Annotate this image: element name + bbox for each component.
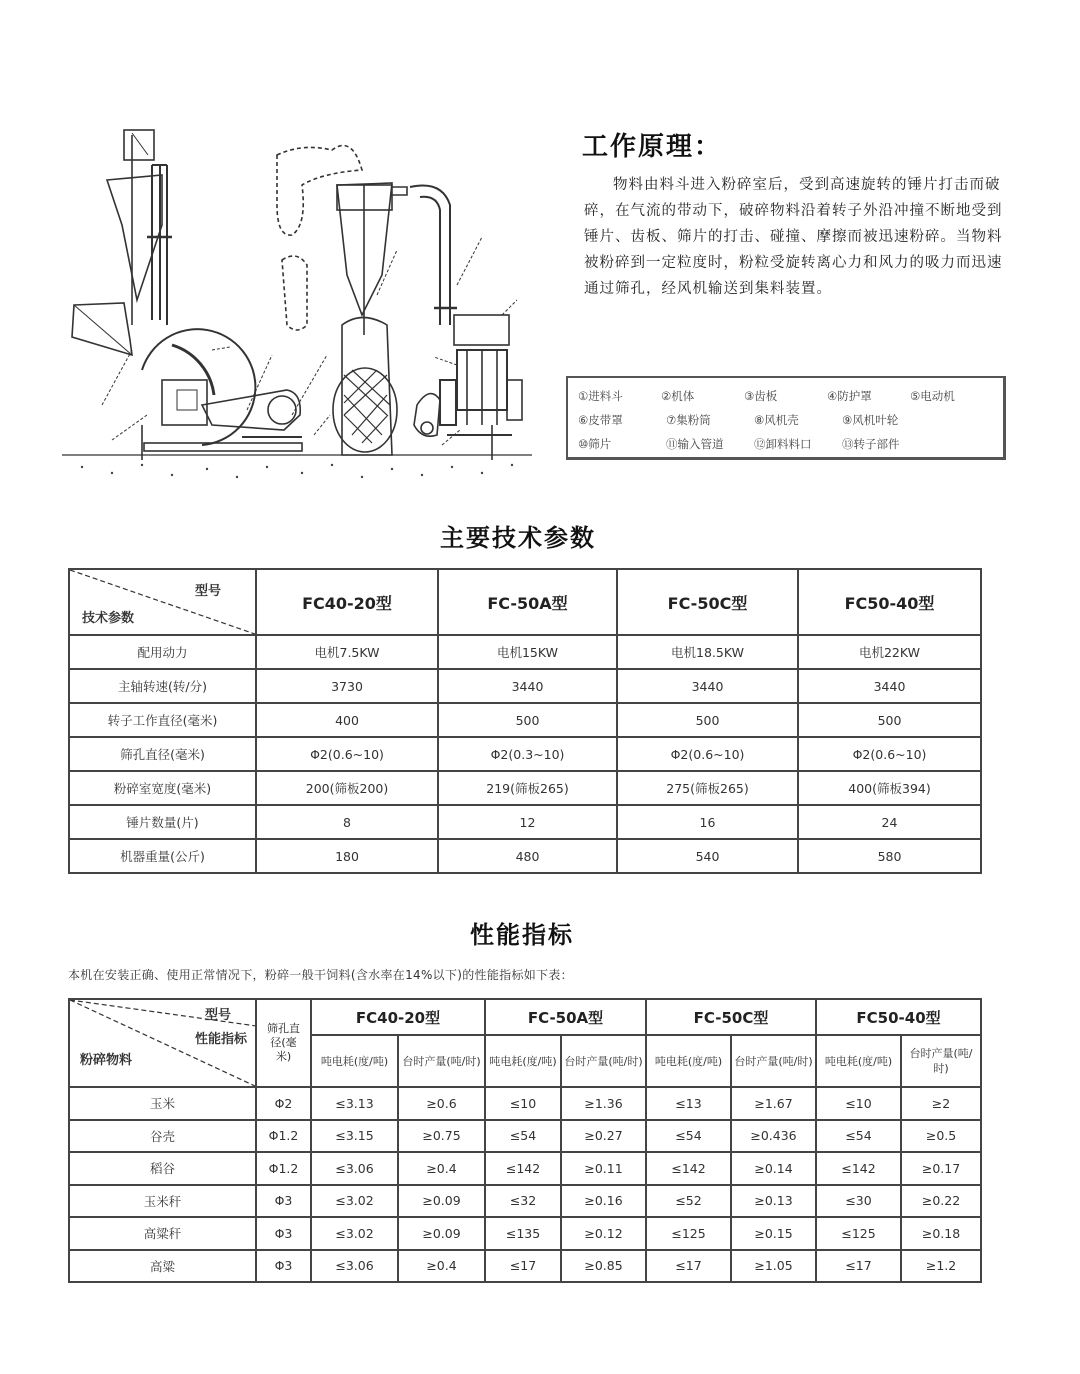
cell: ≤3.06 — [311, 1152, 398, 1185]
cell: 电机22KW — [798, 635, 981, 669]
spec-table — [68, 568, 982, 874]
corner-material-label: 粉碎物料 — [80, 1053, 133, 1068]
cell: ≥0.16 — [561, 1185, 646, 1218]
cell: ≥0.14 — [731, 1152, 816, 1185]
cell: 180 — [256, 839, 438, 873]
table-row — [69, 1185, 981, 1218]
cell: ≤17 — [646, 1250, 731, 1283]
cell: ≥0.6 — [398, 1087, 485, 1120]
param-label: 转子工作直径(毫米) — [69, 703, 256, 737]
model-header: FC50-40型 — [816, 999, 981, 1035]
hole-value: Φ1.2 — [256, 1152, 311, 1185]
table-row — [69, 737, 981, 771]
material-label: 谷壳 — [69, 1120, 256, 1153]
cell: 3730 — [256, 669, 438, 703]
param-label: 筛孔直径(毫米) — [69, 737, 256, 771]
cell: ≥0.09 — [398, 1185, 485, 1218]
cell: ≤3.13 — [311, 1087, 398, 1120]
table-row — [69, 805, 981, 839]
legend-item: ⑫卸料料口 — [754, 437, 812, 451]
sub-header-output: 台时产量(吨/时) — [901, 1035, 981, 1087]
table-row — [69, 1250, 981, 1283]
cell: ≤54 — [485, 1120, 561, 1153]
cell: 24 — [798, 805, 981, 839]
table-row — [69, 1087, 981, 1120]
cell: ≥0.436 — [731, 1120, 816, 1153]
cell: ≥1.05 — [731, 1250, 816, 1283]
cell: Φ2(0.6~10) — [798, 737, 981, 771]
table-row — [69, 839, 981, 873]
cell: 500 — [617, 703, 798, 737]
model-header: FC40-20型 — [256, 569, 438, 635]
model-header: FC-50C型 — [646, 999, 816, 1035]
cell: ≤10 — [485, 1087, 561, 1120]
material-label: 稻谷 — [69, 1152, 256, 1185]
cell: ≤10 — [816, 1087, 901, 1120]
cell: 580 — [798, 839, 981, 873]
sub-header-output: 台时产量(吨/时) — [398, 1035, 485, 1087]
cell: ≤17 — [485, 1250, 561, 1283]
model-header: FC40-20型 — [311, 999, 485, 1035]
cell: ≥1.36 — [561, 1087, 646, 1120]
spec-corner-cell — [69, 569, 256, 635]
cell: ≤17 — [816, 1250, 901, 1283]
cell: 8 — [256, 805, 438, 839]
cell: ≥0.15 — [731, 1217, 816, 1250]
cell: ≥0.11 — [561, 1152, 646, 1185]
param-label: 粉碎室宽度(毫米) — [69, 771, 256, 805]
cell: ≥0.27 — [561, 1120, 646, 1153]
cell: Φ2(0.3~10) — [438, 737, 617, 771]
legend-item: ④防护罩 — [827, 389, 872, 403]
principle-title: 工作原理： — [582, 132, 723, 162]
material-label: 高粱秆 — [69, 1217, 256, 1250]
param-label: 主轴转速(转/分) — [69, 669, 256, 703]
material-label: 玉米 — [69, 1087, 256, 1120]
cell: ≥0.17 — [901, 1152, 981, 1185]
cell: ≤54 — [646, 1120, 731, 1153]
perf-table-title: 性能指标 — [470, 921, 574, 949]
table-row — [69, 635, 981, 669]
legend-row — [578, 432, 993, 456]
hole-diameter-header: 筛孔直径(毫米) — [256, 999, 311, 1087]
cell: 400(筛板394) — [798, 771, 981, 805]
sub-header-output: 台时产量(吨/时) — [561, 1035, 646, 1087]
cell: ≥0.13 — [731, 1185, 816, 1218]
cell: ≥1.2 — [901, 1250, 981, 1283]
cell: ≤3.06 — [311, 1250, 398, 1283]
perf-header-row — [69, 999, 981, 1035]
legend-row — [578, 408, 993, 432]
perf-table-note: 本机在安装正确、使用正常情况下，粉碎一般干饲料(含水率在14%以下)的性能指标如下表： — [68, 968, 573, 982]
cell: ≥0.4 — [398, 1152, 485, 1185]
model-header: FC-50C型 — [617, 569, 798, 635]
legend-item: ⑦集粉筒 — [666, 413, 711, 427]
legend-item: ⑪输入管道 — [666, 437, 724, 451]
cell: ≤3.15 — [311, 1120, 398, 1153]
cell: ≤32 — [485, 1185, 561, 1218]
table-row — [69, 703, 981, 737]
cell: 电机15KW — [438, 635, 617, 669]
cell: Φ2(0.6~10) — [256, 737, 438, 771]
cell: ≤125 — [816, 1217, 901, 1250]
cell: 500 — [438, 703, 617, 737]
legend-item: ⑬转子部件 — [842, 437, 900, 451]
parts-legend — [566, 376, 1006, 460]
cell: 275(筛板265) — [617, 771, 798, 805]
cell: ≥2 — [901, 1087, 981, 1120]
param-label: 配用动力 — [69, 635, 256, 669]
legend-item: ⑧风机壳 — [754, 413, 799, 427]
cell: ≥0.85 — [561, 1250, 646, 1283]
hole-value: Φ3 — [256, 1250, 311, 1283]
cell: ≥1.67 — [731, 1087, 816, 1120]
corner-model-label: 型号 — [204, 1008, 231, 1023]
cell: ≤52 — [646, 1185, 731, 1218]
table-row — [69, 1152, 981, 1185]
cell: 219(筛板265) — [438, 771, 617, 805]
legend-item: ⑨风机叶轮 — [842, 413, 899, 427]
cell: 480 — [438, 839, 617, 873]
table-row — [69, 1120, 981, 1153]
cell: ≤3.02 — [311, 1217, 398, 1250]
cell: 3440 — [617, 669, 798, 703]
principle-paragraph: 物料由料斗进入粉碎室后，受到高速旋转的锤片打击而破碎，在气流的带动下，破碎物料沿着转子外沿冲撞不断地受到锤片、齿板、筛片的打击、碰撞、摩擦而被迅速粉碎。当物料被粉碎到一定粒度时，粉粒受旋转离心力和风力的吸力而迅速通过筛孔，经风机输送到集料装置。 — [584, 177, 1003, 297]
cell: ≥0.12 — [561, 1217, 646, 1250]
hole-value: Φ3 — [256, 1185, 311, 1218]
legend-item: ②机体 — [661, 389, 695, 403]
perf-corner-cell — [69, 999, 256, 1087]
table-row — [69, 669, 981, 703]
hole-value: Φ1.2 — [256, 1120, 311, 1153]
table-row — [69, 1217, 981, 1250]
sub-header-energy: 吨电耗(度/吨) — [816, 1035, 901, 1087]
cell: ≥0.18 — [901, 1217, 981, 1250]
corner-param-label: 技术参数 — [82, 611, 135, 626]
cell: 400 — [256, 703, 438, 737]
cell: ≥0.09 — [398, 1217, 485, 1250]
table-row — [69, 771, 981, 805]
cell: ≥0.4 — [398, 1250, 485, 1283]
cell: ≤125 — [646, 1217, 731, 1250]
material-label: 高粱 — [69, 1250, 256, 1283]
machine-schematic-drawing — [62, 125, 540, 485]
spec-header-row — [69, 569, 981, 635]
performance-table — [68, 998, 982, 1283]
legend-row — [578, 384, 993, 408]
legend-item: ⑩筛片 — [578, 437, 612, 451]
legend-item: ⑤电动机 — [910, 389, 955, 403]
cell: ≥0.75 — [398, 1120, 485, 1153]
sub-header-energy: 吨电耗(度/吨) — [311, 1035, 398, 1087]
cell: 500 — [798, 703, 981, 737]
cell: ≥0.22 — [901, 1185, 981, 1218]
sub-header-energy: 吨电耗(度/吨) — [485, 1035, 561, 1087]
legend-item: ①进料斗 — [578, 389, 623, 403]
legend-item: ⑥皮带罩 — [578, 413, 623, 427]
cell: 电机7.5KW — [256, 635, 438, 669]
sub-header-energy: 吨电耗(度/吨) — [646, 1035, 731, 1087]
cell: Φ2(0.6~10) — [617, 737, 798, 771]
param-label: 机器重量(公斤) — [69, 839, 256, 873]
param-label: 锤片数量(片) — [69, 805, 256, 839]
corner-metric-label: 性能指标 — [194, 1032, 247, 1047]
cell: 12 — [438, 805, 617, 839]
model-header: FC-50A型 — [438, 569, 617, 635]
cell: 16 — [617, 805, 798, 839]
cell: ≤135 — [485, 1217, 561, 1250]
corner-model-label: 型号 — [194, 584, 221, 599]
cell: 540 — [617, 839, 798, 873]
hole-value: Φ2 — [256, 1087, 311, 1120]
model-header: FC50-40型 — [798, 569, 981, 635]
cell: 200(筛板200) — [256, 771, 438, 805]
cell: 3440 — [438, 669, 617, 703]
cell: ≤142 — [816, 1152, 901, 1185]
cell: 3440 — [798, 669, 981, 703]
cell: ≤3.02 — [311, 1185, 398, 1218]
cell: ≤30 — [816, 1185, 901, 1218]
cell: 电机18.5KW — [617, 635, 798, 669]
spec-table-title: 主要技术参数 — [440, 524, 596, 552]
material-label: 玉米秆 — [69, 1185, 256, 1218]
cell: ≥0.5 — [901, 1120, 981, 1153]
cell: ≤13 — [646, 1087, 731, 1120]
sub-header-output: 台时产量(吨/时) — [731, 1035, 816, 1087]
cell: ≤142 — [646, 1152, 731, 1185]
cell: ≤142 — [485, 1152, 561, 1185]
legend-item: ③齿板 — [744, 389, 778, 403]
cell: ≤54 — [816, 1120, 901, 1153]
model-header: FC-50A型 — [485, 999, 646, 1035]
hole-value: Φ3 — [256, 1217, 311, 1250]
